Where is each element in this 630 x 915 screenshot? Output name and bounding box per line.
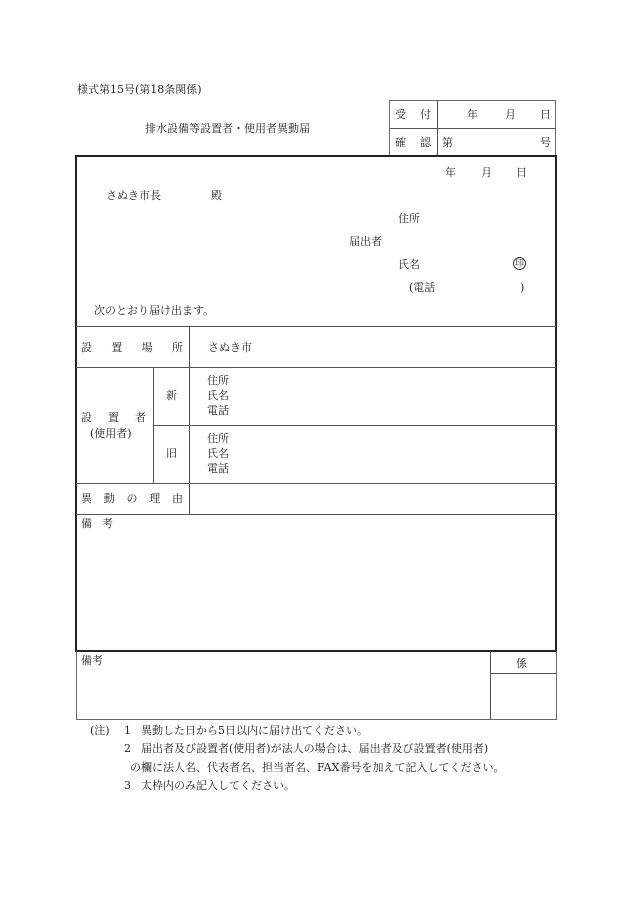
addressee: さぬき市長 [106,189,161,202]
confirmed-prefix: 第 [442,136,453,149]
office-remarks-label: 備考 [81,654,103,667]
remarks-label: 備 考 [81,517,113,530]
date-year: 年 [445,166,456,179]
installer-label: 設 置 者 [81,411,146,424]
received-day: 日 [540,108,551,121]
reason-label: 異 動 の 理 由 [81,492,183,505]
form-title: 排水設備等設置者・使用者異動届 [145,122,310,135]
note-1-number: 1 [124,724,131,737]
received-month: 月 [505,108,516,121]
phone-close: ) [520,281,525,294]
new-address-label: 住所 [207,374,229,387]
note-2-number: 2 [124,742,131,755]
confirmed-suffix: 号 [540,136,551,149]
note-2-continuation: の欄に法人名、代表者名、担当者名、FAX番号を加えて記入してください。 [130,761,505,774]
office-remarks-box [76,651,557,720]
date-month: 月 [481,166,492,179]
applicant-label: 届出者 [349,235,382,248]
honorific: 殿 [211,189,222,202]
old-name-label: 氏名 [207,447,229,460]
received-year: 年 [467,108,478,121]
date-day: 日 [516,166,527,179]
remarks-field[interactable] [77,532,555,650]
received-label: 受 付 [395,108,431,121]
installer-sublabel: (使用者) [90,427,132,440]
note-3-number: 3 [124,779,131,792]
new-phone-label: 電話 [207,404,229,417]
name-label: 氏名 [398,258,420,271]
note-1-text: 異動した日から5日以内に届け出てください。 [141,724,368,737]
old-address-label: 住所 [207,432,229,445]
location-label: 設 置 場 所 [81,341,183,354]
address-label: 住所 [398,212,420,225]
staff-label: 係 [516,657,527,670]
notes-prefix: (注) [90,724,110,737]
new-label: 新 [166,389,177,402]
reason-field[interactable] [190,484,555,513]
location-value[interactable]: さぬき市 [208,341,252,354]
form-number: 様式第15号(第18条関係) [77,83,202,96]
seal-icon: 印 [514,259,524,269]
old-phone-label: 電話 [207,462,229,475]
new-name-label: 氏名 [207,389,229,402]
confirmed-label: 確 認 [395,136,431,149]
note-3-text: 太枠内のみ記入してください。 [141,779,295,792]
old-label: 旧 [166,447,177,460]
phone-open: (電話 [409,281,436,294]
intro-text: 次のとおり届け出ます。 [94,304,215,317]
note-2-text: 届出者及び設置者(使用者)が法人の場合は、届出者及び設置者(使用者) [141,742,489,755]
